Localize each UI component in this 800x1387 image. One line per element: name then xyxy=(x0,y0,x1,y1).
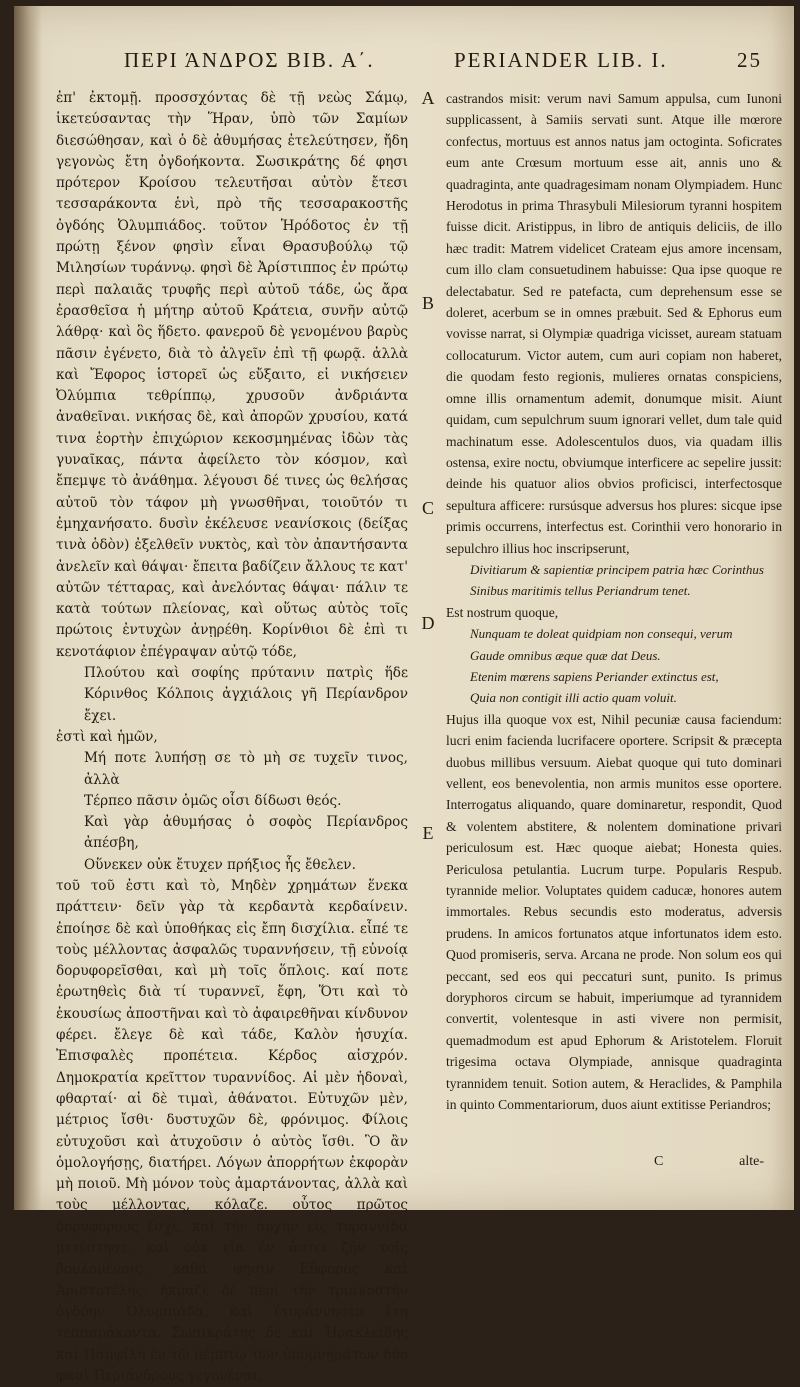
greek-verse-line: Τέρπεο πᾶσιν ὁμῶς οἷσι δίδωσι θεός. xyxy=(84,792,342,809)
section-marker: A xyxy=(421,88,435,108)
latin-column xyxy=(446,88,782,1180)
catchword: alte- xyxy=(739,1154,764,1169)
section-marker: D xyxy=(421,613,435,633)
running-header xyxy=(54,48,774,84)
page-number: 25 xyxy=(737,48,762,72)
book-gutter xyxy=(14,6,42,1210)
greek-running-title: ΠΕΡΙ ΆΝΔΡΟΣ ΒΙΒ. Α΄. xyxy=(124,48,375,72)
latin-verse-line: Etenim mœrens sapiens Periander extinctus est, xyxy=(470,668,719,684)
greek-verse-line: Μή ποτε λυπήσῃ σε τὸ μὴ σε τυχεῖν τινος, ἀλλὰ xyxy=(84,750,408,788)
section-marker: E xyxy=(422,823,434,843)
section-marker: C xyxy=(421,498,434,518)
greek-verse-line: Καὶ γὰρ ἀθυμήσας ὁ σοφὸς Περίανδρος ἀπέσβη, xyxy=(84,814,408,852)
greek-paragraph-3: τοῦ τοῦ ἐστι καὶ τὸ, Μηδὲν χρημάτων ἕνεκα πράττειν· δεῖν γὰρ τὰ κερδαντὰ κερδαίνειν. ἐποίησε δὲ καὶ ὑποθήκας εἰς ἔπη δισχίλια. εἶπέ τε τοὺς μέλλοντας ἀσφαλῶς τυραννήσειν, τῇ εὐνοίᾳ δορυφορεῖσθαι, καὶ μὴ τοῖς ὅπλοις. καί ποτε ἐρωτηθεὶς διὰ τί τυραννεῖ, ἔφη, Ὅτι καὶ τὸ ἑκουσίως ἀποστῆναι καὶ τὸ ἀφαιρεθῆναι κίνδυνον φέρει. ἔλεγε δὲ καὶ τάδε, Καλὸν ἡσυχία. Ἐπισφαλὲς προπέτεια. Κέρδος αἰσχρόν. Δημοκρατία κρεῖττον τυραννίδος. Αἱ μὲν ἡδοναὶ, φθαρταί· αἱ δὲ τιμαὶ, ἀθάνατοι. Εὐτυχῶν μὲν, μέτριος ἴσθι· δυστυχῶν δὲ, φρόνιμος. Φίλοις εὐτυχοῦσι καὶ ἀτυχοῦσιν ὁ αὐτὸς ἴσθι. Ὃ ἂν ὁμολογήσῃς, διατήρει. Λόγων ἀπορρήτων ἐκφορὰν μὴ ποιοῦ. Μὴ μόνον τοὺς ἁμαρτάνοντας, ἀλλὰ καὶ τοὺς μέλλοντας, κόλαζε. οὗτος πρῶτος δορυφόρους ἔσχε, καὶ τὴν ἀρχὴν εἰς τυραννίδα μετέστησε. καὶ οὐκ εἴα ἐν ἄστει ζῆν τοῖς βουλομένοις, καθά φησιν Εὔφορος καὶ Ἀριστοτέλης. ἤκμαζε δὲ περὶ τὴν τριακοστὴν ὀγδόην Ὀλυμπιάδα, καὶ ἐτυράννησεν ἔτη τεσσαράκοντα. Σωσικράτης δὲ καὶ Ἡρακλείδης καὶ Παμφίλη ἐν τῷ πέμπτῳ τῶν ὑπομνημάτων δύο φασὶ Περιάνδρους γεγονέναι, xyxy=(56,877,408,1384)
latin-verse-line: Nunquam te doleat quidpiam non consequi, verum xyxy=(470,626,733,642)
book-page xyxy=(14,6,794,1384)
greek-epigram: Πλούτου καὶ σοφίης πρύτανιν πατρὶς ἥδε Κόρινθος Κόλποις ἀγχιάλοις γῆ Περίανδρον ἔχει. xyxy=(84,665,408,724)
latin-paragraph-3: Hujus illa quoque vox est, Nihil pecuniæ causa faciendum: lucri enim facienda lucrifacere oportere. Scripsit & præcepta duobus millibus versuum. Aiebat quoque qui tuto dominari vellent, eos benevolentia, non armis munitos esse oportere. Interrogatus aliquando, quare dominaretur, respondit, Quod & volentem abstitere, & nolentem dominatione privari periculosum est. Hæc quoque aiebat; Honesta quies. Periculosa petulantia. Lucrum turpe. Popularis Respub. tyrannide melior. Voluptates quidem caducæ, honores autem immortales. Rebus secundis esto moderatus, adversis prudens. In amicos fortunatos atque infortunatos idem esto. Quod promiseris, serva. Arcana ne prode. Non solum eos qui peccant, sed eos qui peccaturi sunt, punito. Is primus doryphoros circum se habuit, imperiumque ad tyrannidem convertit, volentesque in asti vivere non permisit, quemadmodum est apud Ephorum & Aristotelem. Floruit trigesima octava Olympiade, annisque quadraginta tyrannidem tenuit. Sotion autem, & Heraclides, & Pamphila in quinto Commentariorum, duos aiunt extitisse Periandros; xyxy=(446,711,782,1113)
latin-epigram-line: Divitiarum & sapientiæ principem patria hæc Corinthus xyxy=(470,561,764,577)
latin-paragraph-1: castrandos misit: verum navi Samum appulsa, cum Iunoni supplicassent, à Samiis servati sunt. Atque ille mœrore confectus, mortuus est annos natus jam octoginta. Soficrates eum ante Crœsum mortuum esse ait, annis uno & quadraginta, ante quadragesimam nonam Olympiadem. Hunc Herodotus in prima Thrasybuli Milesiorum tyranni hospitem fuisse dicit. Aristippus, in libro de antiquis deliciis, de illo hæc tradit: Matrem videlicet Crateam ejus amore incensam, cum illo clam consuetudinem habuisse: Qua ipse quoque re delectabatur. Sed re patefacta, cum deprehensum esse se doleret, acerbum se in omnes præbuit. Sed & Ephorus eum vovisse narrat, si Olympiæ quadriga vicisset, auream statuam collocaturum. Victor autem, cum auri copiam non haberet, die quodam festo regionis, mulieres ornatas conspiciens, omne illis ornamentum ademit, donumque misit. Aiunt quidam, cum sepulchrum suum ignorari vellet, dum tale quid machinatum esse. Adolescentulos duos, via quadam illis ostensa, exire noctu, obviumque interficere ac sepelire jussit: deinde his quatuor alios obvios proficisci, interfectosque sepultura afficere: rursúsque adversus hos plures: sicque ipse primis occurrens, interfectus est. Corinthii vero honorario in sepulchro illius hoc inscripserunt, xyxy=(446,91,782,556)
latin-paragraph-2: Est nostrum quoque, xyxy=(446,604,559,620)
latin-verse-line: Quia non contigit illi actio quam voluit. xyxy=(470,690,677,706)
section-marker: B xyxy=(421,293,434,313)
greek-verse-line: Οὕνεκεν οὐκ ἔτυχεν πρήξιος ἧς ἔθελεν. xyxy=(84,856,356,873)
greek-paragraph-2: ἐστὶ καὶ ἡμῶν, xyxy=(56,728,158,745)
greek-paragraph-1: ἐπ' ἐκτομῇ. προσσχόντας δὲ τῇ νεὼς Σάμῳ, ἱκετεύσαντας τὴν Ἥραν, ὑπὸ τῶν Σαμίων διεσώθησαν, καὶ ὁ δὲ ἀθυμήσας ἐτελεύτησεν, ἤδη γεγονὼς ἔτη ὀγδοήκοντα. Σωσικράτης δέ φησι πρότερον Κροίσου τελευτῆσαι αὐτὸν ἔτεσι τεσσαράκοντα ἑνὶ, πρὸ τῆς τεσσαρακοστῆς ὀγδόης Ὀλυμπιάδος. τοῦτον Ἡρόδοτος ἐν τῇ πρώτῃ ξένον φησὶν εἶναι Θρασυβούλῳ τῷ Μιλησίων τυράννῳ. φησὶ δὲ Ἀρίστιππος ἐν πρώτῳ περὶ παλαιᾶς τρυφῆς περὶ αὐτοῦ τάδε, ὡς ἄρα ἐρασθεῖσα ἡ μήτηρ αὐτοῦ Κράτεια, συνῆν αὐτῷ λάθρᾳ· καὶ ὃς ἥδετο. φανεροῦ δὲ γενομένου βαρὺς πᾶσιν ἐγένετο, διὰ τὸ ἀλγεῖν ἐπὶ τῇ φωρᾷ. ἀλλὰ καὶ Ἔφορος ἱστορεῖ ὡς εὔξαιτο, εἰ νικήσειεν Ὀλύμπια τεθρίππῳ, χρυσοῦν ἀνδριάντα ἀναθεῖναι. νικήσας δὲ, καὶ ἀπορῶν χρυσίου, κατά τινα ἑορτὴν ἐπιχώριον κεκοσμημένας ἰδὼν τὰς γυναῖκας, πάντα ἀφείλετο τὸν κόσμον, καὶ ἔπεμψε τὸ ἀνάθημα. λέγουσι δέ τινες ὡς θελήσας αὐτοῦ τὸν τάφον μὴ γνωσθῆναι, τοιοῦτόν τι ἐμηχανήσατο. δυσὶν ἐκέλευσε νεανίσκοις (δείξας τινὰ ὁδὸν) ἐξελθεῖν νυκτὸς, καὶ τὸν ἀπαντήσαντα ἀνελεῖν καὶ θάψαι· ἔπειτα βαδίζειν ἄλλους τε κατ' αὐτῶν τέτταρας, καὶ ἀνελόντας θάψαι· πάλιν τε κατὰ τούτων πλείονας, καὶ οὕτως αὐτὸς τοῖς πρώτοις ἐντυχὼν ἀνῃρέθη. Κορίνθιοι δὲ ἐπὶ τι κενοτάφιον ἐπέγραψαν αὐτῷ τόδε, xyxy=(56,90,408,660)
latin-epigram-line: Sinibus maritimis tellus Periandrum tenet. xyxy=(470,583,691,599)
signature-mark: C xyxy=(654,1154,664,1169)
section-markers xyxy=(416,88,440,1188)
greek-column xyxy=(56,88,408,1384)
latin-verse-line: Gaude omnibus æque quæ dat Deus. xyxy=(470,647,661,663)
latin-running-title: PERIANDER LIB. I. xyxy=(454,48,668,72)
